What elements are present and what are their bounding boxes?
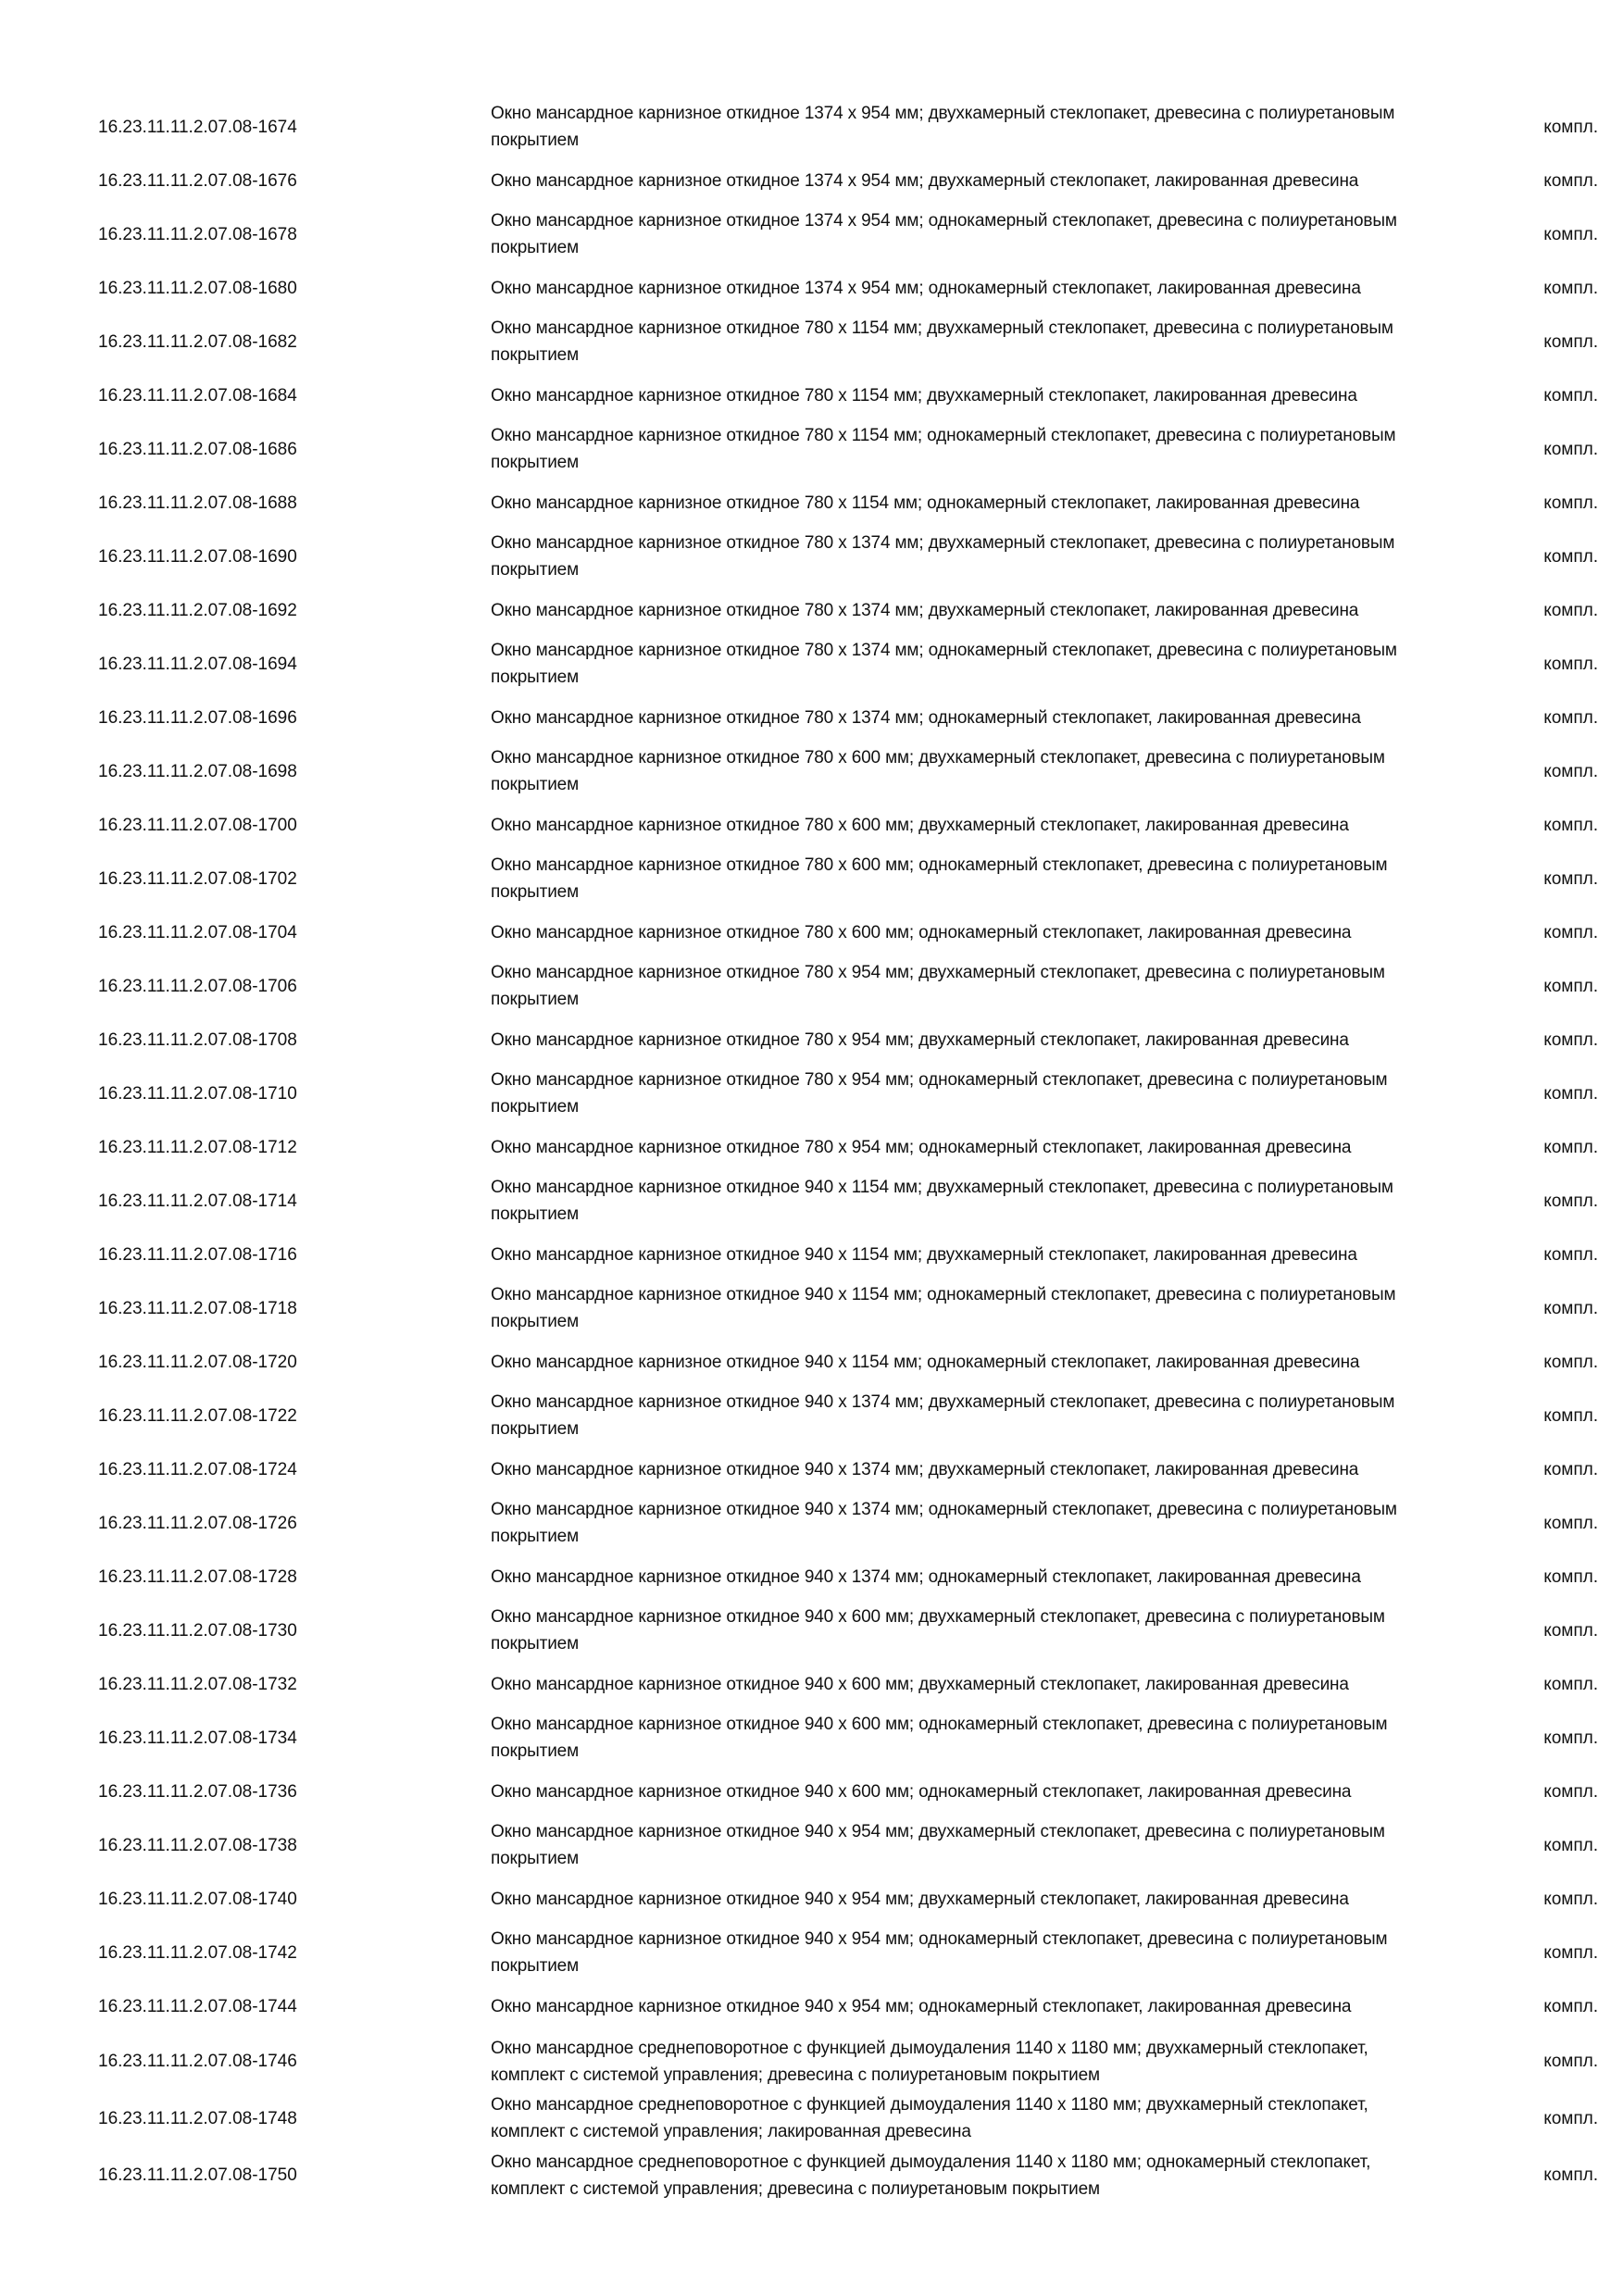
resource-code: 16.23.11.11.2.07.08-1700 [98, 815, 297, 835]
resource-name: Окно мансардное карнизное откидное 780 х 1154 мм; однокамерный стеклопакет, древесина с полиуретановым покрытием [491, 426, 1396, 472]
resource-code: 16.23.11.11.2.07.08-1736 [98, 1781, 297, 1802]
unit-of-measure: компл. [1543, 707, 1598, 728]
table-row [98, 798, 1598, 852]
unit-of-measure: компл. [1543, 1835, 1598, 1855]
resource-name-cell [491, 583, 1496, 637]
table-row [98, 1926, 1598, 1979]
resource-name-cell [491, 315, 1496, 368]
resource-code: 16.23.11.11.2.07.08-1686 [98, 439, 297, 459]
resource-name-cell [491, 1228, 1496, 1281]
resource-code: 16.23.11.11.2.07.08-1698 [98, 761, 297, 781]
resource-name-cell [491, 1765, 1496, 1818]
resource-code: 16.23.11.11.2.07.08-1718 [98, 1298, 297, 1318]
resource-name: Окно мансардное карнизное откидное 940 х 600 мм; однокамерный стеклопакет, лакированная древесина [491, 1781, 1352, 1802]
resource-code: 16.23.11.11.2.07.08-1740 [98, 1889, 297, 1909]
resource-code: 16.23.11.11.2.07.08-1688 [98, 493, 297, 513]
resource-code: 16.23.11.11.2.07.08-1722 [98, 1405, 297, 1426]
resource-code: 16.23.11.11.2.07.08-1712 [98, 1137, 297, 1157]
unit-of-measure: компл. [1543, 170, 1598, 191]
unit-of-measure: компл. [1543, 278, 1598, 298]
resource-name-cell [491, 1442, 1496, 1496]
unit-of-measure: компл. [1543, 1781, 1598, 1802]
resource-code: 16.23.11.11.2.07.08-1706 [98, 976, 297, 996]
unit-of-measure: компл. [1543, 1029, 1598, 1050]
unit-of-measure: компл. [1543, 1620, 1598, 1641]
resource-code: 16.23.11.11.2.07.08-1716 [98, 1244, 297, 1265]
resource-name: Окно мансардное карнизное откидное 780 х 600 мм; однокамерный стеклопакет, древесина с полиуретановым покрытием [491, 855, 1388, 902]
resource-name: Окно мансардное карнизное откидное 780 х 600 мм; двухкамерный стеклопакет, лакированная древесина [491, 815, 1349, 835]
resource-name-cell [491, 1550, 1496, 1603]
resource-code: 16.23.11.11.2.07.08-1680 [98, 278, 297, 298]
resource-name: Окно мансардное карнизное откидное 1374 х 954 мм; однокамерный стеклопакет, лакированная древесина [491, 278, 1361, 298]
unit-of-measure: компл. [1543, 1083, 1598, 1104]
resource-name-cell [491, 476, 1496, 530]
resource-name-cell [491, 1281, 1496, 1335]
table-row [98, 207, 1598, 261]
table-row [98, 530, 1598, 583]
unit-of-measure: компл. [1543, 2108, 1598, 2128]
unit-of-measure: компл. [1543, 1459, 1598, 1479]
unit-of-measure: компл. [1543, 2052, 1598, 2072]
resource-name-cell [491, 1603, 1496, 1657]
resource-name: Окно мансардное карнизное откидное 780 х 600 мм; однокамерный стеклопакет, лакированная древесина [491, 922, 1352, 942]
resource-code: 16.23.11.11.2.07.08-1724 [98, 1459, 297, 1479]
table-row [98, 1120, 1598, 1174]
resource-name: Окно мансардное карнизное откидное 940 х 600 мм; двухкамерный стеклопакет, лакированная древесина [491, 1674, 1349, 1694]
resource-name-cell [491, 798, 1496, 852]
unit-of-measure: компл. [1543, 1298, 1598, 1318]
resource-code: 16.23.11.11.2.07.08-1744 [98, 1996, 297, 2016]
unit-of-measure: компл. [1543, 1191, 1598, 1211]
resource-name-cell [491, 1818, 1496, 1872]
table-row [98, 422, 1598, 476]
table-row [98, 1818, 1598, 1872]
unit-of-measure: компл. [1543, 385, 1598, 406]
resource-name: Окно мансардное карнизное откидное 780 х 954 мм; однокамерный стеклопакет, древесина с полиуретановым покрытием [491, 1070, 1388, 1117]
table-row [98, 1281, 1598, 1335]
resource-code: 16.23.11.11.2.07.08-1734 [98, 1728, 297, 1748]
table-row [98, 905, 1598, 959]
resource-code: 16.23.11.11.2.07.08-1694 [98, 654, 297, 674]
resource-name: Окно мансардное среднеповоротное с функцией дымоудаления 1140 х 1180 мм; однокамерный стеклопакет, комплект с системой управления; древесина с полиуретановым покрытием [491, 2152, 1371, 2199]
unit-of-measure: компл. [1543, 654, 1598, 674]
resource-code: 16.23.11.11.2.07.08-1682 [98, 331, 297, 352]
resource-name-cell [491, 1872, 1496, 1926]
resource-name: Окно мансардное среднеповоротное с функцией дымоудаления 1140 х 1180 мм; двухкамерный стеклопакет, комплект с системой управления; древесина с полиуретановым покрытием [491, 2038, 1368, 2085]
resource-name-cell [491, 1389, 1496, 1442]
resource-name: Окно мансардное карнизное откидное 780 х 1154 мм; однокамерный стеклопакет, лакированная древесина [491, 493, 1360, 513]
resource-name: Окно мансардное карнизное откидное 780 х 954 мм; двухкамерный стеклопакет, древесина с полиуретановым покрытием [491, 963, 1385, 1009]
table-row [98, 1550, 1598, 1603]
unit-of-measure: компл. [1543, 331, 1598, 352]
unit-of-measure: компл. [1543, 1137, 1598, 1157]
table-row [98, 315, 1598, 368]
resource-name-cell [491, 1657, 1496, 1711]
table-row [98, 1013, 1598, 1067]
table-row [98, 1657, 1598, 1711]
resource-name-cell [491, 1174, 1496, 1228]
unit-of-measure: компл. [1543, 439, 1598, 459]
resource-name-cell [491, 852, 1496, 905]
resource-name: Окно мансардное карнизное откидное 780 х 1374 мм; однокамерный стеклопакет, древесина с полиуретановым покрытием [491, 641, 1397, 687]
table-row [98, 1228, 1598, 1281]
resource-name-cell [491, 1013, 1496, 1067]
table-row [98, 1442, 1598, 1496]
resource-name: Окно мансардное карнизное откидное 780 х 1154 мм; двухкамерный стеклопакет, лакированная древесина [491, 385, 1357, 406]
resource-name-cell [491, 530, 1496, 583]
resource-name-cell [491, 422, 1496, 476]
unit-of-measure: компл. [1543, 1566, 1598, 1587]
catalog-table [98, 100, 1598, 2204]
resource-name: Окно мансардное карнизное откидное 940 х 1154 мм; однокамерный стеклопакет, древесина с полиуретановым покрытием [491, 1285, 1396, 1331]
table-row [98, 261, 1598, 315]
table-row [98, 1067, 1598, 1120]
unit-of-measure: компл. [1543, 117, 1598, 137]
unit-of-measure: компл. [1543, 922, 1598, 942]
table-row [98, 100, 1598, 154]
table-row [98, 476, 1598, 530]
resource-name: Окно мансардное карнизное откидное 1374 х 954 мм; однокамерный стеклопакет, древесина с полиуретановым покрытием [491, 211, 1397, 257]
resource-name-cell [491, 1335, 1496, 1389]
resource-name-cell [491, 1979, 1496, 2033]
resource-name-cell [491, 691, 1496, 744]
resource-name: Окно мансардное карнизное откидное 1374 х 954 мм; двухкамерный стеклопакет, лакированная древесина [491, 170, 1359, 191]
resource-name: Окно мансардное карнизное откидное 780 х 1374 мм; двухкамерный стеклопакет, древесина с полиуретановым покрытием [491, 533, 1395, 580]
resource-name-cell [491, 100, 1496, 154]
resource-name: Окно мансардное карнизное откидное 780 х 1154 мм; двухкамерный стеклопакет, древесина с полиуретановым покрытием [491, 318, 1393, 365]
unit-of-measure: компл. [1543, 1674, 1598, 1694]
table-row [98, 691, 1598, 744]
unit-of-measure: компл. [1543, 868, 1598, 889]
resource-name: Окно мансардное карнизное откидное 1374 х 954 мм; двухкамерный стеклопакет, древесина с полиуретановым покрытием [491, 104, 1395, 150]
resource-name-cell [491, 207, 1496, 261]
resource-name: Окно мансардное карнизное откидное 940 х 954 мм; двухкамерный стеклопакет, древесина с полиуретановым покрытием [491, 1822, 1385, 1868]
unit-of-measure: компл. [1543, 1513, 1598, 1533]
table-row [98, 1872, 1598, 1926]
unit-of-measure: компл. [1543, 1996, 1598, 2016]
resource-code: 16.23.11.11.2.07.08-1710 [98, 1083, 297, 1104]
resource-code: 16.23.11.11.2.07.08-1684 [98, 385, 297, 406]
unit-of-measure: компл. [1543, 2165, 1598, 2186]
resource-name-cell [491, 368, 1496, 422]
resource-code: 16.23.11.11.2.07.08-1692 [98, 600, 297, 620]
resource-code: 16.23.11.11.2.07.08-1714 [98, 1191, 297, 1211]
resource-code: 16.23.11.11.2.07.08-1750 [98, 2165, 297, 2186]
resource-code: 16.23.11.11.2.07.08-1732 [98, 1674, 297, 1694]
resource-name: Окно мансардное карнизное откидное 940 х 954 мм; однокамерный стеклопакет, древесина с полиуретановым покрытием [491, 1929, 1388, 1976]
resource-name: Окно мансардное карнизное откидное 940 х 1374 мм; однокамерный стеклопакет, древесина с полиуретановым покрытием [491, 1500, 1397, 1546]
table-row [98, 154, 1598, 207]
resource-code: 16.23.11.11.2.07.08-1690 [98, 546, 297, 567]
table-row [98, 1765, 1598, 1818]
unit-of-measure: компл. [1543, 976, 1598, 996]
resource-name-cell [491, 1496, 1496, 1550]
resource-name-cell [491, 1926, 1496, 1979]
resource-name-cell [491, 261, 1496, 315]
table-row [98, 1335, 1598, 1389]
table-row [98, 1979, 1598, 2033]
catalog-table-body [98, 100, 1598, 2204]
resource-name-cell [491, 1067, 1496, 1120]
table-row [98, 368, 1598, 422]
unit-of-measure: компл. [1543, 1942, 1598, 1963]
resource-name-cell [491, 1120, 1496, 1174]
resource-name-cell [491, 744, 1496, 798]
table-row [98, 2090, 1598, 2148]
unit-of-measure: компл. [1543, 600, 1598, 620]
resource-code: 16.23.11.11.2.07.08-1742 [98, 1942, 297, 1963]
table-row [98, 744, 1598, 798]
unit-of-measure: компл. [1543, 546, 1598, 567]
unit-of-measure: компл. [1543, 1728, 1598, 1748]
table-row [98, 637, 1598, 691]
unit-of-measure: компл. [1543, 1352, 1598, 1372]
resource-name: Окно мансардное карнизное откидное 780 х 954 мм; двухкамерный стеклопакет, лакированная древесина [491, 1029, 1349, 1050]
resource-name-cell [491, 2147, 1496, 2204]
resource-name: Окно мансардное карнизное откидное 940 х 954 мм; однокамерный стеклопакет, лакированная древесина [491, 1996, 1352, 2016]
resource-name: Окно мансардное карнизное откидное 780 х 1374 мм; однокамерный стеклопакет, лакированная древесина [491, 707, 1361, 728]
resource-name: Окно мансардное карнизное откидное 780 х 954 мм; однокамерный стеклопакет, лакированная древесина [491, 1137, 1352, 1157]
unit-of-measure: компл. [1543, 1244, 1598, 1265]
resource-code: 16.23.11.11.2.07.08-1728 [98, 1566, 297, 1587]
resource-name-cell [491, 2090, 1496, 2148]
resource-code: 16.23.11.11.2.07.08-1730 [98, 1620, 297, 1641]
resource-code: 16.23.11.11.2.07.08-1676 [98, 170, 297, 191]
table-row [98, 1496, 1598, 1550]
resource-name: Окно мансардное карнизное откидное 940 х 600 мм; однокамерный стеклопакет, древесина с полиуретановым покрытием [491, 1715, 1388, 1761]
resource-name: Окно мансардное среднеповоротное с функцией дымоудаления 1140 х 1180 мм; двухкамерный стеклопакет, комплект с системой управления; лакированная древесина [491, 2095, 1368, 2142]
table-row [98, 1389, 1598, 1442]
resource-name-cell [491, 2033, 1496, 2090]
resource-name-cell [491, 154, 1496, 207]
resource-code: 16.23.11.11.2.07.08-1746 [98, 2052, 297, 2072]
unit-of-measure: компл. [1543, 224, 1598, 244]
resource-name: Окно мансардное карнизное откидное 940 х 1374 мм; двухкамерный стеклопакет, лакированная древесина [491, 1459, 1359, 1479]
unit-of-measure: компл. [1543, 761, 1598, 781]
resource-code: 16.23.11.11.2.07.08-1738 [98, 1835, 297, 1855]
resource-name: Окно мансардное карнизное откидное 940 х 1154 мм; двухкамерный стеклопакет, древесина с полиуретановым покрытием [491, 1178, 1393, 1224]
resource-name: Окно мансардное карнизное откидное 940 х 1374 мм; двухкамерный стеклопакет, древесина с полиуретановым покрытием [491, 1392, 1395, 1439]
table-row [98, 1174, 1598, 1228]
resource-name: Окно мансардное карнизное откидное 940 х 600 мм; двухкамерный стеклопакет, древесина с полиуретановым покрытием [491, 1607, 1385, 1653]
resource-name: Окно мансардное карнизное откидное 780 х 1374 мм; двухкамерный стеклопакет, лакированная древесина [491, 600, 1359, 620]
unit-of-measure: компл. [1543, 1405, 1598, 1426]
table-row [98, 2033, 1598, 2090]
table-row [98, 852, 1598, 905]
resource-name-cell [491, 1711, 1496, 1765]
resource-code: 16.23.11.11.2.07.08-1726 [98, 1513, 297, 1533]
resource-name-cell [491, 959, 1496, 1013]
resource-name: Окно мансардное карнизное откидное 780 х 600 мм; двухкамерный стеклопакет, древесина с полиуретановым покрытием [491, 748, 1385, 794]
resource-code: 16.23.11.11.2.07.08-1674 [98, 117, 297, 137]
table-row [98, 583, 1598, 637]
resource-name: Окно мансардное карнизное откидное 940 х 1154 мм; двухкамерный стеклопакет, лакированная древесина [491, 1244, 1357, 1265]
unit-of-measure: компл. [1543, 493, 1598, 513]
table-row [98, 959, 1598, 1013]
resource-code: 16.23.11.11.2.07.08-1720 [98, 1352, 297, 1372]
resource-code: 16.23.11.11.2.07.08-1678 [98, 224, 297, 244]
resource-code: 16.23.11.11.2.07.08-1748 [98, 2108, 297, 2128]
resource-name: Окно мансардное карнизное откидное 940 х 1374 мм; однокамерный стеклопакет, лакированная древесина [491, 1566, 1361, 1587]
table-row [98, 1711, 1598, 1765]
resource-name-cell [491, 637, 1496, 691]
table-row [98, 1603, 1598, 1657]
unit-of-measure: компл. [1543, 815, 1598, 835]
resource-name-cell [491, 905, 1496, 959]
resource-name: Окно мансардное карнизное откидное 940 х 954 мм; двухкамерный стеклопакет, лакированная древесина [491, 1889, 1349, 1909]
resource-code: 16.23.11.11.2.07.08-1708 [98, 1029, 297, 1050]
unit-of-measure: компл. [1543, 1889, 1598, 1909]
resource-name: Окно мансардное карнизное откидное 940 х 1154 мм; однокамерный стеклопакет, лакированная древесина [491, 1352, 1360, 1372]
resource-code: 16.23.11.11.2.07.08-1704 [98, 922, 297, 942]
table-row [98, 2147, 1598, 2204]
resource-code: 16.23.11.11.2.07.08-1702 [98, 868, 297, 889]
resource-code: 16.23.11.11.2.07.08-1696 [98, 707, 297, 728]
